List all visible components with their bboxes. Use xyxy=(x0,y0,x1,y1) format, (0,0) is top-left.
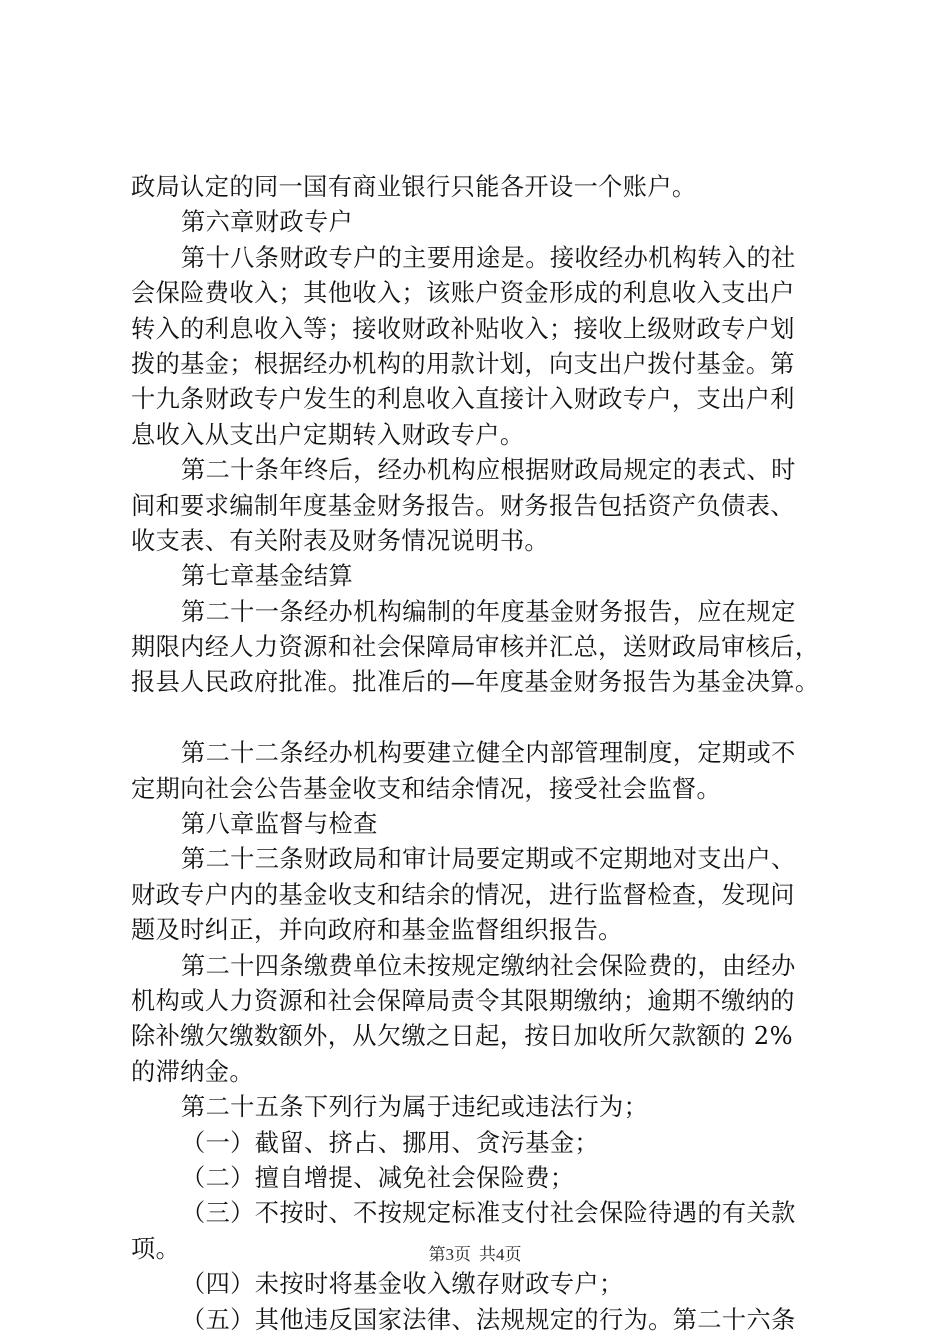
text-line: 间和要求编制年度基金财务报告。财务报告包括资产负债表、 xyxy=(131,491,795,520)
text-line: 期限内经人力资源和社会保障局审核并汇总，送财政局审核后， xyxy=(131,633,820,662)
text-line: 第二十二条经办机构要建立健全内部管理制度，定期或不 xyxy=(181,739,796,768)
text-line: 息收入从支出户定期转入财政专户。 xyxy=(131,420,525,449)
text-line: 除补缴欠缴数额外，从欠缴之日起，按日加收所欠款额的 2% xyxy=(131,1022,793,1051)
text-line: 的滞纳金。 xyxy=(131,1057,254,1086)
text-line: 第七章基金结算 xyxy=(181,562,354,591)
text-line: 定期向社会公告基金收支和结余情况，接受社会监督。 xyxy=(131,774,722,803)
page-total: 共4页 xyxy=(479,1245,522,1264)
text-line: 第二十条年终后，经办机构应根据财政局规定的表式、时 xyxy=(181,456,796,485)
text-line: 题及时纠正，并向政府和基金监督组织报告。 xyxy=(131,916,623,945)
text-line: 第十八条财政专户的主要用途是。接收经办机构转入的社 xyxy=(181,243,796,272)
text-line: 第二十五条下列行为属于违纪或违法行为； xyxy=(181,1093,649,1122)
text-line: 第二十一条经办机构编制的年度基金财务报告，应在规定 xyxy=(181,597,796,626)
text-line: （五）其他违反国家法律、法规规定的行为。第二十六条 xyxy=(181,1305,796,1334)
text-line: 拨的基金；根据经办机构的用款计划，向支出户拨付基金。第 xyxy=(131,349,795,378)
text-line: 报县人民政府批准。批准后的—年度基金财务报告为基金决算。 xyxy=(131,668,820,697)
text-line: 政局认定的同一国有商业银行只能各开设一个账户。 xyxy=(131,173,697,201)
page-number: 第3页 xyxy=(428,1245,471,1264)
text-line: 第二十四条缴费单位未按规定缴纳社会保险费的，由经办 xyxy=(181,951,796,980)
document-body xyxy=(131,170,831,1338)
text-line: 收支表、有关附表及财务情况说明书。 xyxy=(131,526,549,555)
text-line: 会保险费收入；其他收入；该账户资金形成的利息收入支出户 xyxy=(131,279,795,308)
text-line: 项。 xyxy=(131,1234,181,1263)
text-line: （三）不按时、不按规定标准支付社会保险待遇的有关款 xyxy=(181,1199,796,1228)
text-line: （二）擅自增提、减免社会保险费； xyxy=(181,1163,575,1192)
blank-line xyxy=(131,701,831,736)
text-line: 第二十三条财政局和审计局要定期或不定期地对支出户、 xyxy=(181,845,796,874)
text-line: 转入的利息收入等；接收财政补贴收入；接收上级财政专户划 xyxy=(131,314,795,343)
text-line: （四）未按时将基金收入缴存财政专户； xyxy=(181,1270,624,1299)
text-line: 第六章财政专户 xyxy=(181,208,354,237)
text-line: 财政专户内的基金收支和结余的情况，进行监督检查，发现问 xyxy=(131,880,795,909)
text-line: 机构或人力资源和社会保障局责令其限期缴纳；逾期不缴纳的 xyxy=(131,986,795,1015)
text-line: 第八章监督与检查 xyxy=(181,810,378,839)
text-line: （一）截留、挤占、挪用、贪污基金； xyxy=(181,1128,599,1157)
text-line: 十九条财政专户发生的利息收入直接计入财政专户，支出户利 xyxy=(131,385,795,414)
page-footer xyxy=(0,1240,950,1265)
